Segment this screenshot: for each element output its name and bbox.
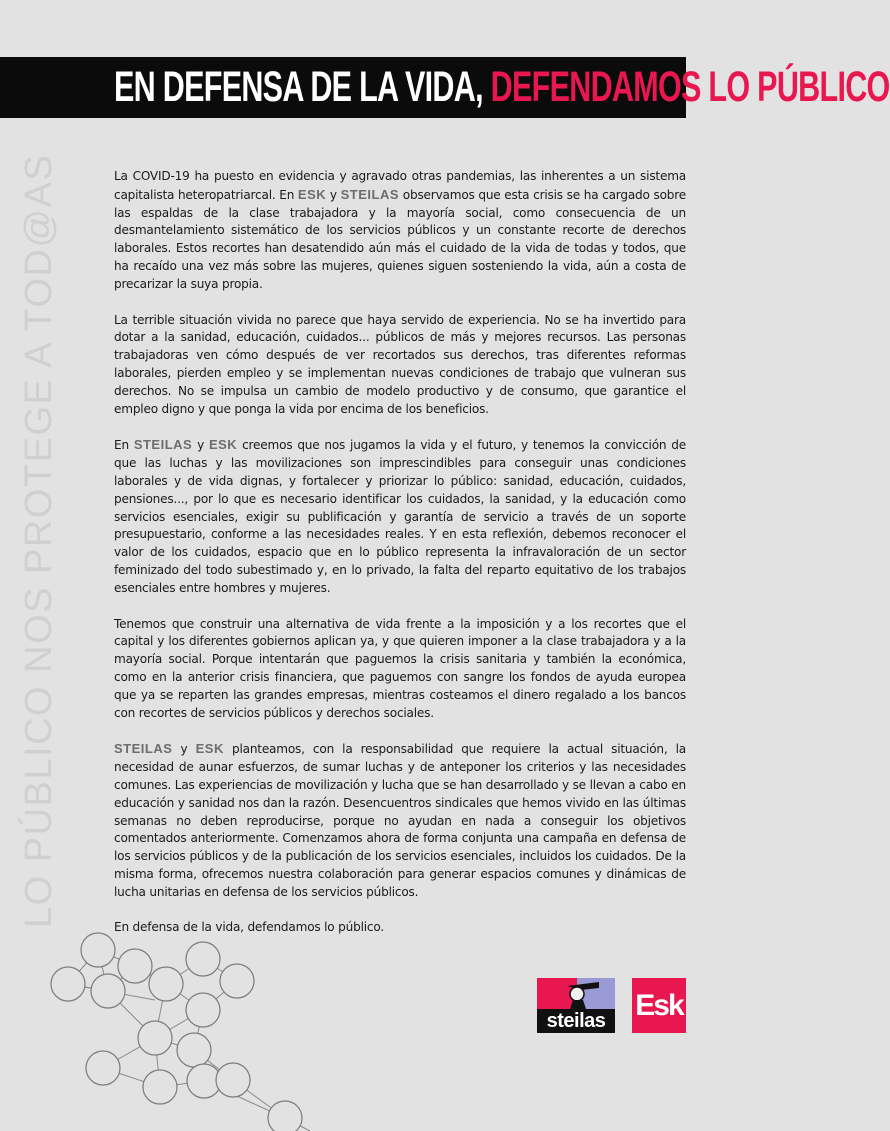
text-span: En bbox=[114, 438, 134, 453]
closing-line: En defensa de la vida, defendamos lo público. bbox=[114, 920, 384, 935]
text-span: La COVID-19 ha puesto en evidencia y agravado otras pandemias, las inherentes a un sistema capitalista heteropatriarcal. En bbox=[114, 169, 686, 202]
org-name-steilas: STEILAS bbox=[340, 186, 400, 202]
letter-body bbox=[114, 168, 686, 937]
steilas-logo-text: steilas bbox=[537, 1009, 615, 1033]
vertical-side-text: LO PÚBLICO NOS PROTEGE A TOD@AS bbox=[18, 153, 60, 928]
paragraph-3 bbox=[114, 436, 686, 597]
org-name-esk: ESK bbox=[297, 186, 327, 202]
title-part-white: EN DEFENSA DE LA VIDA, bbox=[114, 63, 483, 111]
org-name-steilas: STEILAS bbox=[114, 741, 173, 757]
network-graphic bbox=[0, 920, 320, 1131]
org-name-esk: ESK bbox=[208, 437, 238, 453]
text-span: observamos que esta crisis se ha cargado sobre las espaldas de la clase trabajadora y la mayoría social, como consecuencia de un desmantelamiento sistemático de los servicios públicos y un constante recorte de derechos laborales. Estos recortes han desatendido aún más el cuidado de la vida de todas y todos, que ha recaído una vez más sobre las mujeres, quienes siguen sosteniendo la vida, aún a costa de precarizar la suya propia. bbox=[114, 187, 687, 291]
text-span: y bbox=[172, 742, 196, 757]
text-span: creemos que nos jugamos la vida y el futuro, y tenemos la convicción de que las luchas y las movilizaciones son imprescindibles para conseguir unas condiciones laborales y de vida dignas, y fortalecer y priorizar lo público: sanidad, educación, cuidados, pensiones..., por lo que es necesario identificar los cuidados, la sanidad, y la educación como servicios esenciales, exigir su publificación y garantía de servicio a través de un soporte presupuestario, conforme a las necesidades reales. Y en esta reflexión, debemos reconocer el valor de los cuidados, espacio que en lo público representa la infravaloración de un sector feminizado del todo subestimado y, en lo privado, la falta del reparto equitativo de los trabajos esenciales entre hombres y mujeres. bbox=[114, 438, 686, 595]
steilas-figure-icon bbox=[537, 978, 615, 1009]
paragraph-4: Tenemos que construir una alternativa de vida frente a la imposición y a los recortes que el capital y los diferentes gobiernos aplican ya, y que quieren imponer a la clase trabajadora y a la mayoría social. Porque intentarán que paguemos la crisis sanitaria y también la económica, como en la anterior crisis financiera, que paguemos con sangre los fondos de ayuda europea que ya se reparten las grandes empresas, mientras costeamos el dinero regalado a los bancos con recortes de servicios públicos y derechos sociales. bbox=[114, 616, 686, 720]
text-span: planteamos, con la responsabilidad que requiere la actual situación, la necesidad de aunar esfuerzos, de sumar luchas y de anteponer los criterios y las necesidades comunes. Las experiencias de movilización y lucha que se han desarrollado y se llevan a cabo en educación y sanidad nos dan la razón. Desencuentros sindicales que hemos vivido en las últimas semanas no deben reproducirse, porque no ayudan en nada a conseguir los objetivos comentados anteriormente. Comenzamos ahora de forma conjunta una campaña en defensa de los servicios públicos y de la publicación de los servicios esenciales, incluidos los cuidados. De la misma forma, ofrecemos nuestra colaboración para generar espacios comunes y dinámicas de lucha unitarias en defensa de los servicios públicos. bbox=[114, 742, 686, 899]
text-span: y bbox=[192, 438, 209, 453]
text-span: y bbox=[326, 187, 341, 202]
paragraph-2: La terrible situación vivida no parece que haya servido de experiencia. No se ha invertido para dotar a la sanidad, educación, cuidados... públicos de más y mejores recursos. Las personas trabajadoras ven cómo después de ver recortados sus derechos, tras diferentes reformas laborales, pierden empleo y se implementan nuevas condiciones de trabajo que vulneran sus derechos. No se impulsa un cambio de modelo productivo y de consumo, que garantice el empleo digno y que ponga la vida por encima de los beneficios. bbox=[114, 312, 686, 416]
esk-logo: Esk bbox=[632, 978, 686, 1033]
page-title bbox=[114, 61, 890, 113]
paragraph-5 bbox=[114, 740, 686, 901]
title-part-red: DEFENDAMOS LO PÚBLICO bbox=[490, 63, 890, 111]
org-name-esk: ESK bbox=[195, 741, 224, 757]
steilas-logo bbox=[537, 978, 615, 1033]
paragraph-1 bbox=[114, 168, 686, 294]
org-name-steilas: STEILAS bbox=[133, 437, 193, 453]
